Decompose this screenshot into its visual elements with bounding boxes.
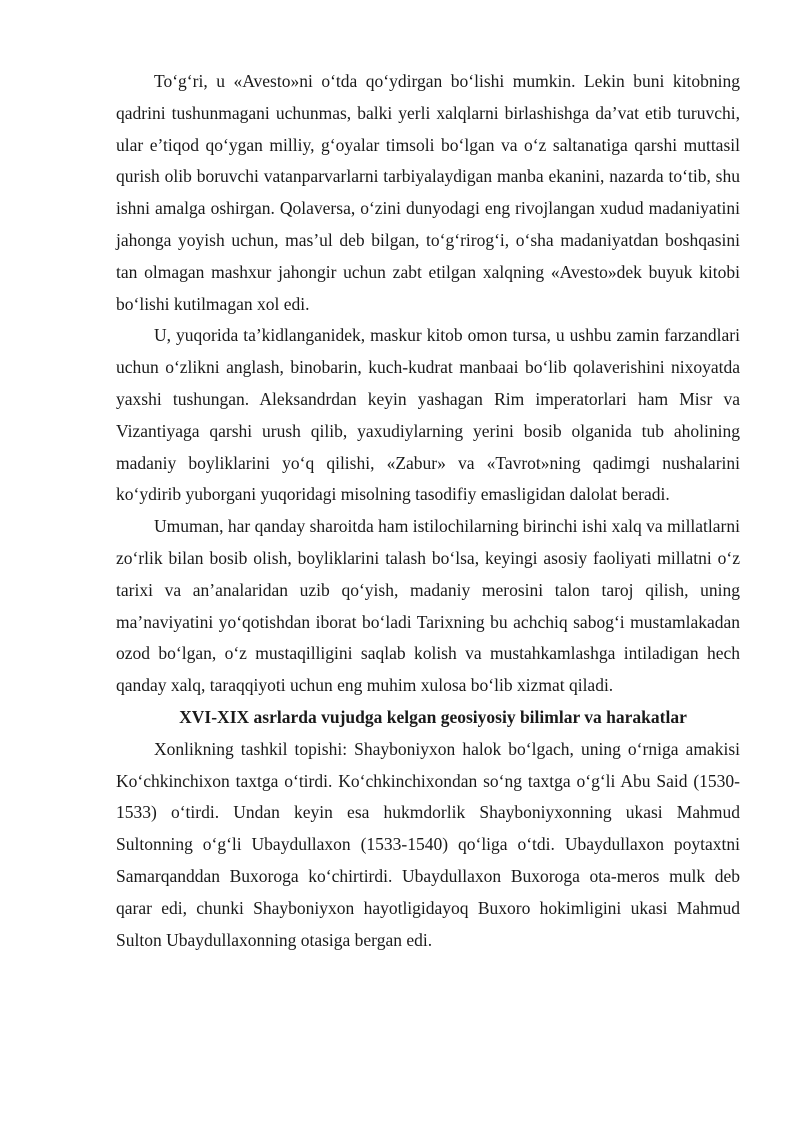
paragraph-khanate: Xonlikning tashkil topishi: Shayboniyxon halok bo‘lgach, uning o‘rniga amakisi Ko‘chkinchixon taxtga o‘tirdi. Ko‘chkinchixondan so‘ng taxtga o‘g‘li Abu Said (1530-1533) o‘tirdi. Undan keyin esa hukmdorlik Shayboniyxonning ukasi Mahmud Sultonning o‘g‘li Ubaydullaxon (1533-1540) qo‘liga o‘tdi. Ubaydullaxon poytaxtni Samarqanddan Buxoroga ko‘chirtirdi. Ubaydullaxon Buxoroga ota-meros mulk deb qarar edi, chunki Shayboniyxon hayotligidayoq Buxoro hokimligini ukasi Mahmud Sulton Ubaydullaxonning otasiga bergan edi. bbox=[116, 738, 740, 950]
paragraph-avesto: To‘g‘ri, u «Avesto»ni o‘tda qo‘ydirgan bo‘lishi mumkin. Lekin buni kitobning qadrini tushunmagani uchunmas, balki yerli xalqlarni birlashishga da’vat etib turuvchi, ular e’tiqod qo‘ygan milliy, g‘oyalar timsoli bo‘lgan va o‘z saltanatiga qarshi muttasil qurish olib boruvchi vatanparvarlarni tarbiyalaydigan manba ekanini, nazarda to‘tib, shu ishni amalga oshirgan. Qolaversa, o‘zini dunyodagi eng rivojlangan xudud madaniyatini jahonga yoyish uchun, mas’ul deb bilgan, to‘g‘rirog‘i, o‘sha madaniyatdan boshqasini tan olmagan mashxur jahongir uchun zabt etilgan xalqning «Avesto»dek buyuk kitobi bo‘lishi kutilmagan xol edi. bbox=[116, 71, 740, 314]
document-page bbox=[116, 66, 740, 956]
section-heading: XVI-XIX asrlarda vujudga kelgan geosiyosiy bilimlar va harakatlar bbox=[179, 706, 687, 727]
paragraph-conquerors: Umuman, har qanday sharoitda ham istilochilarning birinchi ishi xalq va millatlarni zo‘rlik bilan bosib olish, boyliklarini talash bo‘lsa, keyingi asosiy faoliyati millatni o‘z tarixi va an’analaridan uzib qo‘yish, madaniy merosini talon taroj qilish, uning ma’naviyatini yo‘qotishdan iborat bo‘ladi Tarixning bu achchiq sabog‘i mustamlakadan ozod bo‘lgan, o‘z mustaqilligini saqlab kolish va mustahkamlashga intiladigan hech qanday xalq, taraqqiyoti uchun eng muhim xulosa bo‘lib xizmat qiladi. bbox=[116, 516, 740, 696]
paragraph-book-preservation: U, yuqorida ta’kidlanganidek, maskur kitob omon tursa, u ushbu zamin farzandlari uchun o‘zlikni anglash, binobarin, kuch-kudrat manbaai bo‘lib qolaverishini nixoyatda yaxshi tushungan. Aleksandrdan keyin yashagan Rim imperatorlari ham Misr va Vizantiyaga qarshi urush qilib, yaxudiylarning yerini bosib olganida tub aholining madaniy boyliklarini yo‘q qilishi, «Zabur» va «Tavrot»ning qadimgi nushalarini ko‘ydirib yuborgani yuqoridagi misolning tasodifiy emasligidan dalolat beradi. bbox=[116, 325, 740, 505]
